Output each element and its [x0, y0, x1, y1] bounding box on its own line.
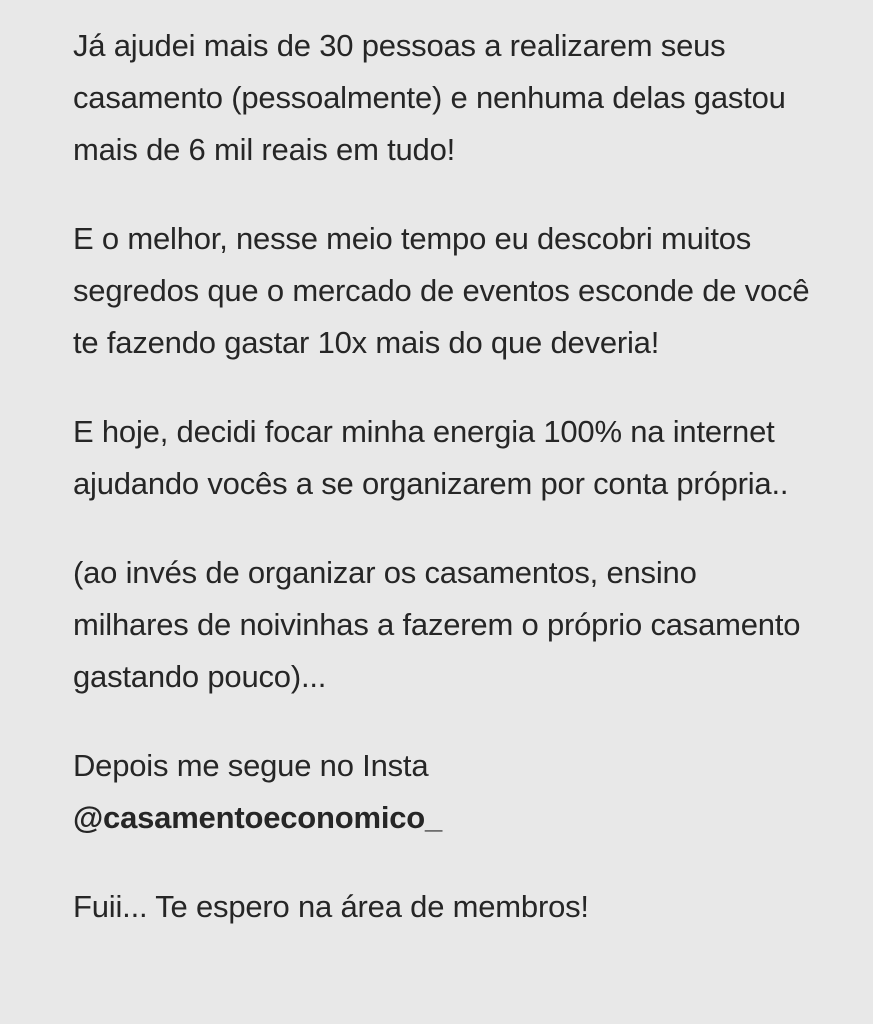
- follow-text: Depois me segue no Insta: [73, 748, 429, 783]
- paragraph-secrets: E o melhor, nesse meio tempo eu descobri muitos segredos que o mercado de eventos esconde de você te fazendo gastar 10x mais do que deveria!: [73, 221, 810, 360]
- paragraph-experience: Já ajudei mais de 30 pessoas a realizarem seus casamento (pessoalmente) e nenhuma delas gastou mais de 6 mil reais em tudo!: [73, 28, 786, 167]
- instagram-handle: @casamentoeconomico_: [73, 800, 443, 835]
- paragraph-follow: [73, 740, 813, 844]
- paragraph-teaching: (ao invés de organizar os casamentos, ensino milhares de noivinhas a fazerem o próprio casamento gastando pouco)...: [73, 555, 801, 694]
- paragraph-farewell: Fuii... Te espero na área de membros!: [73, 889, 589, 924]
- paragraph-focus: E hoje, decidi focar minha energia 100% na internet ajudando vocês a se organizarem por conta própria..: [73, 414, 789, 501]
- message-body: [73, 20, 813, 970]
